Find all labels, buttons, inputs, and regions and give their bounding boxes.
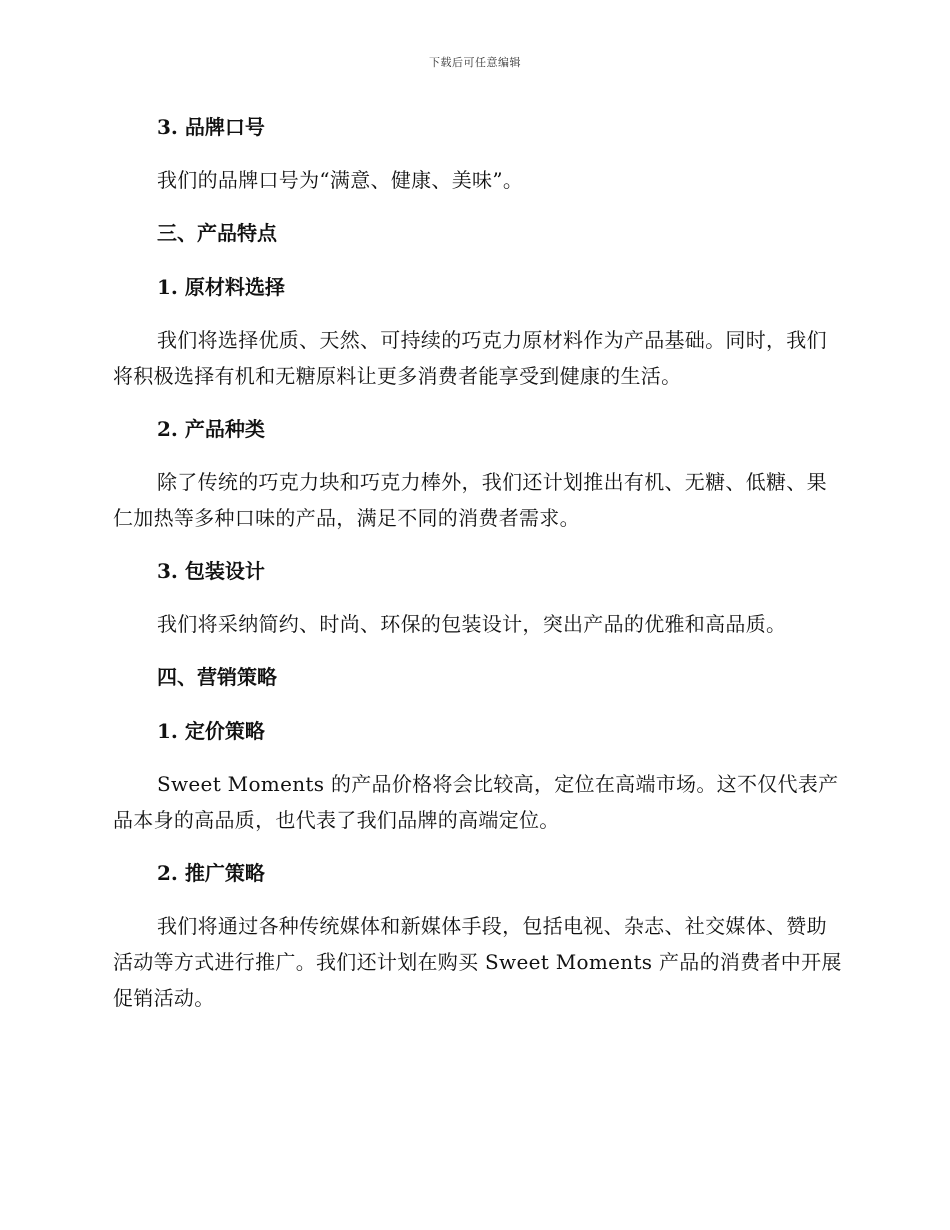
paragraph-packaging: 我们将采纳简约、时尚、环保的包装设计，突出产品的优雅和高品质。 <box>157 612 787 636</box>
document-body <box>113 108 843 1016</box>
heading-raw-materials: 1. 原材料选择 <box>157 275 285 299</box>
page-header-note: 下载后可任意编辑 <box>429 56 521 69</box>
heading-marketing-strategy: 四、营销策略 <box>157 665 277 689</box>
heading-product-types: 2. 产品种类 <box>157 417 265 441</box>
paragraph-raw-materials: 我们将选择优质、天然、可持续的巧克力原材料作为产品基础。同时，我们将积极选择有机和无糖原料让更多消费者能享受到健康的生活。 <box>113 328 827 388</box>
paragraph-pricing-strategy: Sweet Moments 的产品价格将会比较高，定位在高端市场。这不仅代表产品本身的高品质，也代表了我们品牌的高端定位。 <box>113 772 839 832</box>
paragraph-promotion-strategy: 我们将通过各种传统媒体和新媒体手段，包括电视、杂志、社交媒体、赞助活动等方式进行推广。我们还计划在购买 Sweet Moments 产品的消费者中开展促销活动。 <box>113 914 842 1010</box>
heading-product-features: 三、产品特点 <box>157 221 277 245</box>
heading-brand-slogan: 3. 品牌口号 <box>157 115 265 139</box>
paragraph-brand-slogan: 我们的品牌口号为“满意、健康、美味”。 <box>157 168 524 192</box>
heading-pricing-strategy: 1. 定价策略 <box>157 719 265 743</box>
heading-packaging: 3. 包装设计 <box>157 559 265 583</box>
paragraph-product-types: 除了传统的巧克力块和巧克力棒外，我们还计划推出有机、无糖、低糖、果仁加热等多种口味的产品，满足不同的消费者需求。 <box>113 470 827 530</box>
heading-promotion-strategy: 2. 推广策略 <box>157 861 265 885</box>
